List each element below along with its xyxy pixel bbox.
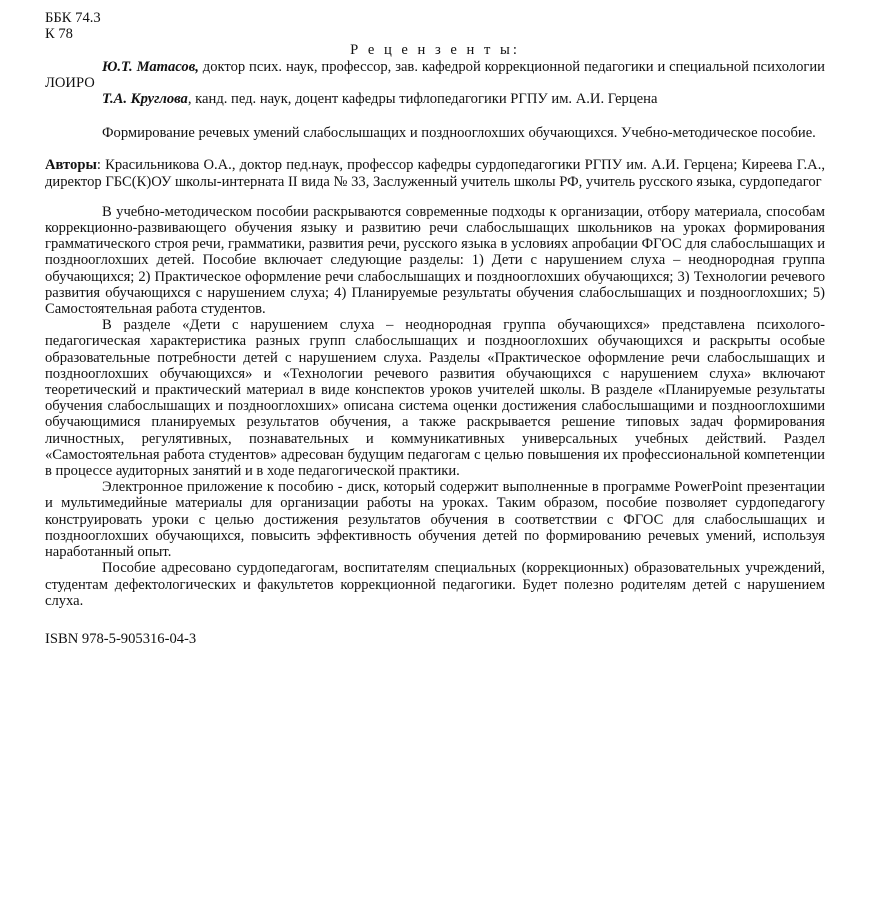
reviewers-heading: Р е ц е н з е н т ы:	[350, 42, 520, 59]
abstract-paragraph-3: Электронное приложение к пособию - диск, который содержит выполненные в программе PowerPoint презентации и мультимедийные материалы для организации работы на уроках. Таким образом, пособие позволяет сурдопедагогу конструировать уроки с целью достижения результатов обучения в соответствии с ФГОС для слабослышащих и позднооглохших обучающихся, повысить эффективность обучения детей по формированию речевых умений, используя наработанный опыт.	[45, 479, 825, 561]
book-title: Формирование речевых умений слабослышащих и позднооглохших обучающихся. Учебно-методическое пособие.	[102, 125, 816, 142]
reviewer-1-name: Ю.Т. Матасов,	[102, 58, 199, 75]
spacer	[45, 107, 825, 125]
spacer	[45, 190, 825, 204]
bbk-code: ББК 74.3	[45, 10, 101, 26]
abstract-paragraph-1: В учебно-методическом пособии раскрываются современные подходы к организации, отбору материала, способам коррекционно-развивающего обучения языку и развитию речи слабослышащих школьников на уроках формирования грамматического строя речи, грамматики, развития речи, русского языка в условиях апробации ФГОС для слабослышащих и позднооглохших детей. Пособие включает следующие разделы: 1) Дети с нарушением слуха – неоднородная группа обучающихся; 2) Практическое оформление речи слабослышащих и позднооглохших обучающихся; 3) Технологии речевого развития обучающихся с нарушением слуха; 4) Планируемые результаты обучения слабослышащих и позднооглохших; 5) Самостоятельная работа студентов.	[45, 203, 825, 318]
author-mark: К 78	[45, 26, 73, 43]
reviewer-2-name: Т.А. Круглова	[102, 91, 188, 108]
authors	[45, 157, 825, 189]
reviewer-2-text: , канд. пед. наук, доцент кафедры тифлопедагогики РГПУ им. А.И. Герцена	[187, 91, 658, 108]
abstract-paragraph-4: Пособие адресовано сурдопедагогам, воспитателям специальных (коррекционных) образовательных учреждений, студентам дефектологических и факультетов коррекционной педагогики. Будет полезно родителям детей с нарушением слуха.	[45, 560, 825, 609]
spacer	[45, 141, 825, 157]
abstract-paragraph-2: В разделе «Дети с нарушением слуха – неоднородная группа обучающихся» представлена психолого-педагогическая характеристика разных групп слабослышащих и позднооглохших обучающихся и раскрыты особые образовательные потребности детей с нарушением слуха. Разделы «Практическое оформление речи слабослышащих и позднооглохших обучающихся» и «Технологии речевого развития обучающихся с нарушением слуха» включают теоретический и практический материал в виде конспектов уроков учителей школы. В разделе «Планируемые результаты обучения слабослышащих и позднооглохших» описана система оценки достижения слабослышащими и позднооглохшими обучающимися планируемых результатов обучения, а также раскрывается решение типовых задач формирования личностных, регулятивных, познавательных и коммуникативных универсальных учебных действий. Раздел «Самостоятельная работа студентов» адресован будущим педагогам с целью повышения их профессиональной компетенции в процессе аудиторных занятий и в ходе педагогической практики.	[45, 317, 825, 480]
reviewer-2	[45, 91, 825, 107]
reviewer-1-text: доктор псих. наук, профессор, зав. кафедрой коррекционной педагогики и специальной психологии ЛОИРО	[45, 58, 825, 91]
authors-label: Авторы	[45, 157, 97, 174]
authors-text: : Красильникова О.А., доктор пед.наук, профессор кафедры сурдопедагогики РГПУ им. А.И. Герцена; Киреева Г.А., директор ГБС(К)ОУ школы-интерната II вида № 33, Заслуженный учитель школы РФ, учитель русского языка, сурдопедагог	[45, 157, 825, 190]
reviewer-1	[45, 59, 825, 91]
isbn: ISBN 978-5-905316-04-3	[45, 630, 197, 647]
